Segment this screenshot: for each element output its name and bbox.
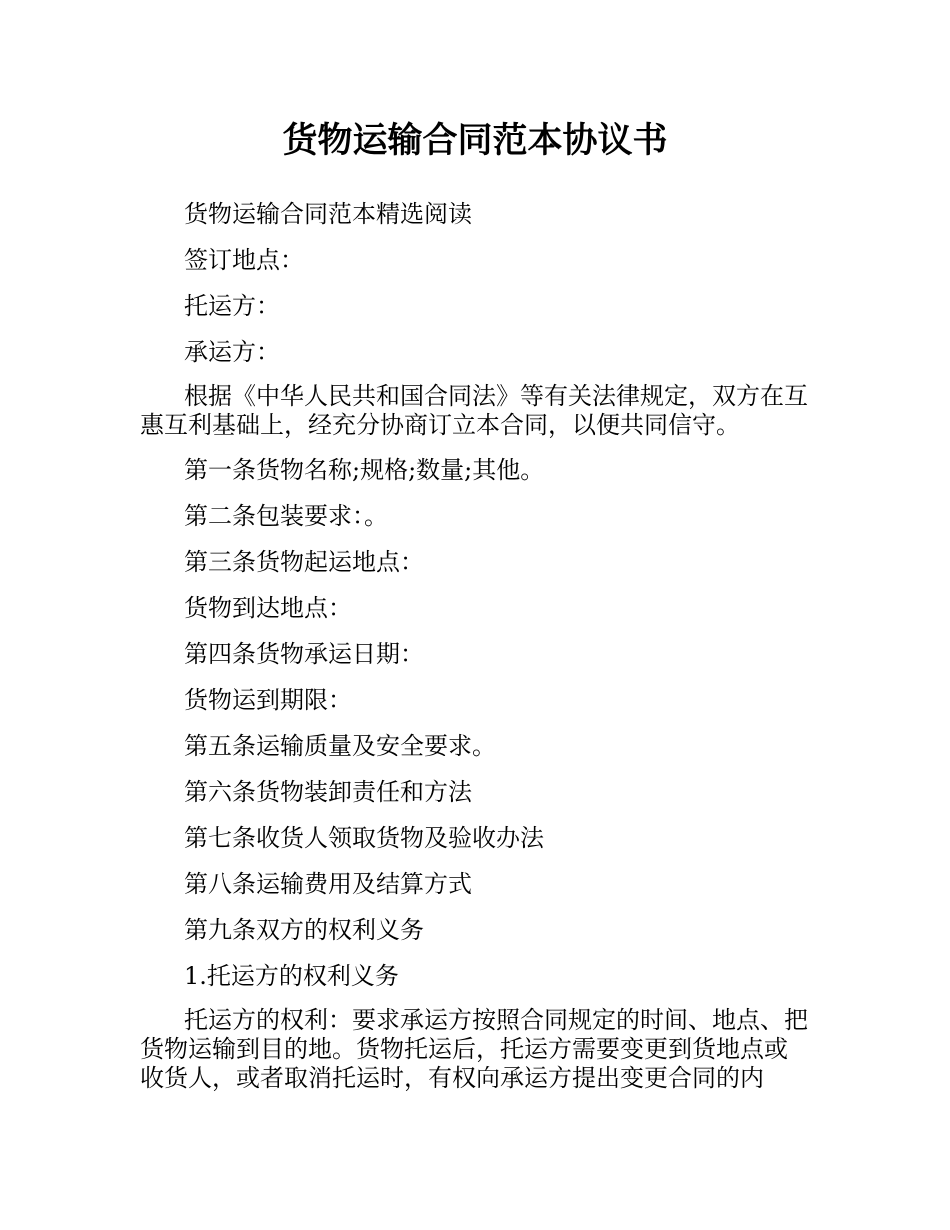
paragraph: 第九条双方的权利义务 <box>184 916 424 944</box>
paragraph: 第二条包装要求：。 <box>184 502 388 530</box>
paragraph: 第一条货物名称;规格;数量;其他。 <box>184 456 545 484</box>
document-title: 货物运输合同范本协议书 <box>282 121 668 161</box>
paragraph: 托运方的权利：要求承运方按照合同规定的时间、地点、把货物运输到目的地。货物托运后，托运方需要变更到货地点或收货人，或者取消托运时，有权向承运方提出变更合同的内 <box>140 1006 808 1092</box>
paragraph: 第三条货物起运地点： <box>184 548 424 576</box>
paragraph: 第八条运输费用及结算方式 <box>184 870 472 898</box>
paragraph: 第四条货物承运日期： <box>184 640 424 668</box>
paragraph: 根据《中华人民共和国合同法》等有关法律规定，双方在互惠互利基础上，经充分协商订立本合同，以便共同信守。 <box>140 382 808 439</box>
paragraph: 签订地点： <box>184 246 304 274</box>
paragraph: 承运方： <box>184 338 280 366</box>
paragraph: 第六条货物装卸责任和方法 <box>184 778 472 806</box>
paragraph: 1.托运方的权利义务 <box>184 962 399 990</box>
paragraph: 第五条运输质量及安全要求。 <box>184 732 496 760</box>
document-body <box>140 198 810 1107</box>
paragraph: 托运方： <box>184 292 280 320</box>
paragraph: 货物运输合同范本精选阅读 <box>184 200 472 228</box>
paragraph: 货物到达地点： <box>184 594 352 622</box>
paragraph: 第七条收货人领取货物及验收办法 <box>184 824 544 852</box>
paragraph: 货物运到期限： <box>184 686 352 714</box>
